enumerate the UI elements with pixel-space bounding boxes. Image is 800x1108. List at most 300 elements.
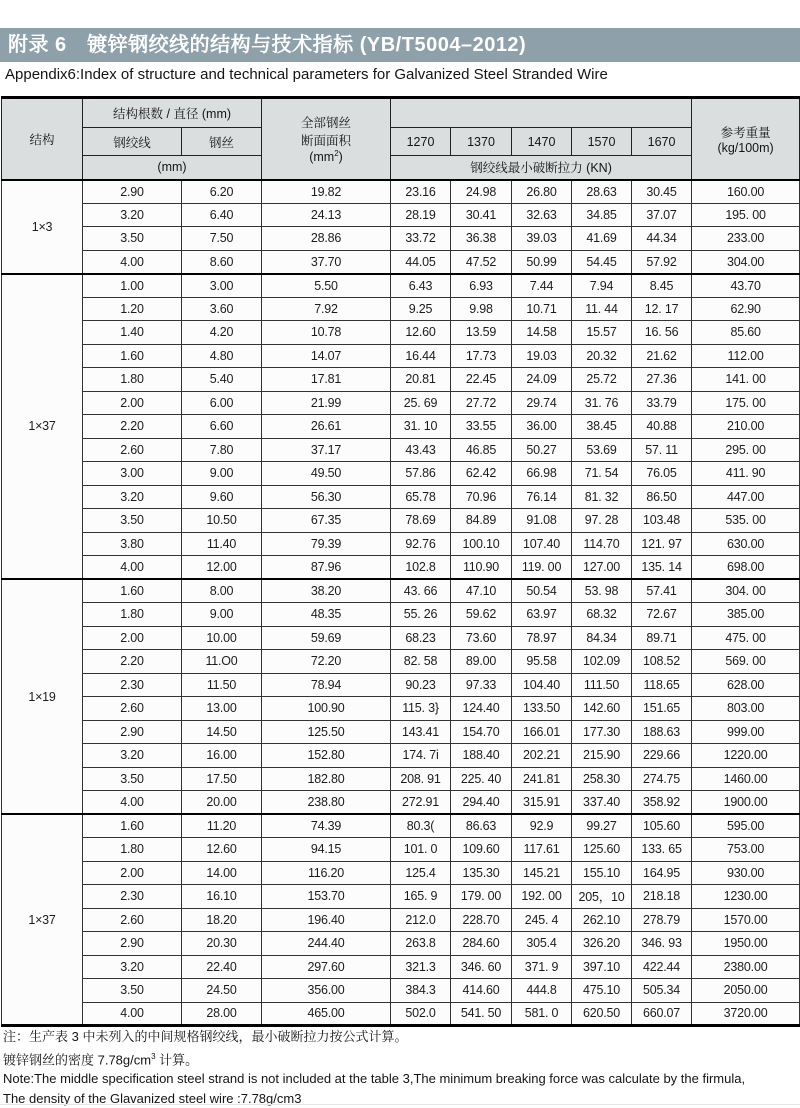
cell: 6.40 <box>182 203 262 227</box>
table-row <box>2 697 800 721</box>
cell: 10.78 <box>262 321 391 345</box>
cell: 82. 58 <box>391 650 451 674</box>
cell: 1.60 <box>83 814 182 838</box>
cell: 5.50 <box>262 274 391 298</box>
cell: 36.38 <box>451 227 512 251</box>
cell: 2.20 <box>83 415 182 439</box>
cell: 3.20 <box>83 955 182 979</box>
cell: 205，10 <box>572 885 632 909</box>
cell: 152.80 <box>262 744 391 768</box>
cell: 315.91 <box>512 791 572 815</box>
cell: 1220.00 <box>692 744 800 768</box>
cell: 2380.00 <box>692 955 800 979</box>
cell: 11.50 <box>182 673 262 697</box>
table-body <box>2 180 800 1026</box>
cell: 1.80 <box>83 603 182 627</box>
cell: 110.90 <box>451 556 512 580</box>
cell: 2.60 <box>83 908 182 932</box>
cell: 53.69 <box>572 438 632 462</box>
cell: 6.93 <box>451 274 512 298</box>
cell: 37.70 <box>262 250 391 274</box>
table-row <box>2 673 800 697</box>
cell: 263.8 <box>391 932 451 956</box>
cell: 371. 9 <box>512 955 572 979</box>
cell: 90.23 <box>391 673 451 697</box>
cell: 48.35 <box>262 603 391 627</box>
cell: 195. 00 <box>692 203 800 227</box>
cell: 65.78 <box>391 485 451 509</box>
bottom-divider <box>0 1104 800 1105</box>
cell: 16. 56 <box>632 321 692 345</box>
table-row <box>2 720 800 744</box>
cell: 141. 00 <box>692 368 800 392</box>
cell: 346. 60 <box>451 955 512 979</box>
table-row <box>2 979 800 1003</box>
cell: 31. 10 <box>391 415 451 439</box>
header-weight-line2: (kg/100m) <box>717 140 774 155</box>
cell: 127.00 <box>572 556 632 580</box>
cell: 179. 00 <box>451 885 512 909</box>
cell: 108.52 <box>632 650 692 674</box>
cell: 37.07 <box>632 203 692 227</box>
cell: 414.60 <box>451 979 512 1003</box>
cell: 21.99 <box>262 391 391 415</box>
cell: 595.00 <box>692 814 800 838</box>
note-cn-1: 注：生产表 3 中未列入的中间规格钢绞线，最小破断拉力按公式计算。 <box>3 1029 408 1044</box>
cell: 6.43 <box>391 274 451 298</box>
cell: 174. 7i <box>391 744 451 768</box>
cell: 85.60 <box>692 321 800 345</box>
cell: 9.25 <box>391 297 451 321</box>
table-row <box>2 603 800 627</box>
cell: 100.10 <box>451 532 512 556</box>
cell: 9.00 <box>182 603 262 627</box>
cell: 262.10 <box>572 908 632 932</box>
cell: 20.81 <box>391 368 451 392</box>
cell: 1.40 <box>83 321 182 345</box>
cell: 535. 00 <box>692 509 800 533</box>
cell: 109.60 <box>451 838 512 862</box>
cell: 304.00 <box>692 250 800 274</box>
cell: 91.08 <box>512 509 572 533</box>
cell: 84.34 <box>572 626 632 650</box>
cell: 16.10 <box>182 885 262 909</box>
cell: 53. 98 <box>572 579 632 603</box>
header-area-line2: 断面面积 <box>301 134 352 149</box>
cell: 3.60 <box>182 297 262 321</box>
cell: 124.40 <box>451 697 512 721</box>
cell: 74.39 <box>262 814 391 838</box>
cell: 304. 00 <box>692 579 800 603</box>
cell: 16.44 <box>391 344 451 368</box>
cell: 39.03 <box>512 227 572 251</box>
table-row <box>2 203 800 227</box>
cell: 95.58 <box>512 650 572 674</box>
cell: 16.00 <box>182 744 262 768</box>
cell: 101. 0 <box>391 838 451 862</box>
cell: 698.00 <box>692 556 800 580</box>
cell: 215.90 <box>572 744 632 768</box>
cell: 118.65 <box>632 673 692 697</box>
cell: 4.00 <box>83 1002 182 1026</box>
cell: 94.15 <box>262 838 391 862</box>
cell: 133.50 <box>512 697 572 721</box>
cell: 1460.00 <box>692 767 800 791</box>
cell: 384.3 <box>391 979 451 1003</box>
cell: 89.71 <box>632 626 692 650</box>
cell: 33.72 <box>391 227 451 251</box>
cell: 238.80 <box>262 791 391 815</box>
cell: 274.75 <box>632 767 692 791</box>
header-breaking-force: 钢绞线最小破断拉力 (KN) <box>391 156 692 180</box>
cell: 89.00 <box>451 650 512 674</box>
cell: 1950.00 <box>692 932 800 956</box>
cell: 229.66 <box>632 744 692 768</box>
cell: 20.30 <box>182 932 262 956</box>
cell: 105.60 <box>632 814 692 838</box>
cell: 160.00 <box>692 180 800 204</box>
cell: 5.40 <box>182 368 262 392</box>
cell: 6.20 <box>182 180 262 204</box>
table-row <box>2 532 800 556</box>
cell: 9.00 <box>182 462 262 486</box>
cell: 3720.00 <box>692 1002 800 1026</box>
cell: 337.40 <box>572 791 632 815</box>
note-cn-2: 镀锌钢丝的密度 $7.78g/cm^3$ 计算。 <box>3 1051 199 1067</box>
cell: 22.40 <box>182 955 262 979</box>
header-weight <box>692 98 800 180</box>
cell: 422.44 <box>632 955 692 979</box>
cell: 321.3 <box>391 955 451 979</box>
cell: 7.50 <box>182 227 262 251</box>
cell: 116.20 <box>262 861 391 885</box>
cell: 9.60 <box>182 485 262 509</box>
cell: 244.40 <box>262 932 391 956</box>
cell: 999.00 <box>692 720 800 744</box>
cell: 102.8 <box>391 556 451 580</box>
cell: 3.00 <box>83 462 182 486</box>
cell: 86.63 <box>451 814 512 838</box>
cell: 10.50 <box>182 509 262 533</box>
cell: 102.09 <box>572 650 632 674</box>
cell: 358.92 <box>632 791 692 815</box>
cell: 1230.00 <box>692 885 800 909</box>
table-row <box>2 885 800 909</box>
cell: 29.74 <box>512 391 572 415</box>
cell: 210.00 <box>692 415 800 439</box>
cell: 1.20 <box>83 297 182 321</box>
cell: 28.63 <box>572 180 632 204</box>
table-row <box>2 509 800 533</box>
note-en-2: The density of the Glavanized steel wire :7.78g/cm3 <box>3 1090 302 1106</box>
cell: 505.34 <box>632 979 692 1003</box>
cell: 41.69 <box>572 227 632 251</box>
cell: 258.30 <box>572 767 632 791</box>
cell: 78.69 <box>391 509 451 533</box>
cell: 475. 00 <box>692 626 800 650</box>
spec-table <box>1 96 800 1027</box>
cell: 50.27 <box>512 438 572 462</box>
cell: 78.94 <box>262 673 391 697</box>
table-header <box>2 98 800 180</box>
cell: 411. 90 <box>692 462 800 486</box>
cell: 28.19 <box>391 203 451 227</box>
cell: 4.00 <box>83 556 182 580</box>
cell: 502.0 <box>391 1002 451 1026</box>
cell: 154.70 <box>451 720 512 744</box>
cell: 112.00 <box>692 344 800 368</box>
header-grade-1570: 1570 <box>572 128 632 156</box>
cell: 188.63 <box>632 720 692 744</box>
cell: 1570.00 <box>692 908 800 932</box>
cell: 1.00 <box>83 274 182 298</box>
cell: 11.20 <box>182 814 262 838</box>
header-mm-unit: (mm) <box>83 156 262 180</box>
header-count-diameter: 结构根数 / 直径 (mm) <box>83 98 262 128</box>
cell: 78.97 <box>512 626 572 650</box>
cell: 3.50 <box>83 509 182 533</box>
header-grade-1670: 1670 <box>632 128 692 156</box>
cell: 62.42 <box>451 462 512 486</box>
cell: 2050.00 <box>692 979 800 1003</box>
cell: 76.14 <box>512 485 572 509</box>
cell: 13.00 <box>182 697 262 721</box>
cell: 11.O0 <box>182 650 262 674</box>
cell: 14.58 <box>512 321 572 345</box>
cell: 76.05 <box>632 462 692 486</box>
cell: 241.81 <box>512 767 572 791</box>
header-row-1 <box>2 98 800 128</box>
cell: 92.9 <box>512 814 572 838</box>
cell: 356.00 <box>262 979 391 1003</box>
cell: 99.27 <box>572 814 632 838</box>
cell: 165. 9 <box>391 885 451 909</box>
cell: 14.00 <box>182 861 262 885</box>
cell: 18.20 <box>182 908 262 932</box>
table-row <box>2 767 800 791</box>
cell: 278.79 <box>632 908 692 932</box>
cell: 12.00 <box>182 556 262 580</box>
cell: 14.50 <box>182 720 262 744</box>
cell: 92.76 <box>391 532 451 556</box>
cell: 6.00 <box>182 391 262 415</box>
cell: 297.60 <box>262 955 391 979</box>
cell: 569. 00 <box>692 650 800 674</box>
table-row <box>2 368 800 392</box>
header-area-line1: 全部钢丝 <box>301 116 352 131</box>
cell: 475.10 <box>572 979 632 1003</box>
cell: 803.00 <box>692 697 800 721</box>
cell: 20.32 <box>572 344 632 368</box>
table-row <box>2 744 800 768</box>
cell: 8.45 <box>632 274 692 298</box>
cell: 166.01 <box>512 720 572 744</box>
cell: 208. 91 <box>391 767 451 791</box>
cell: 47.10 <box>451 579 512 603</box>
cell: 7.92 <box>262 297 391 321</box>
cell: 33.55 <box>451 415 512 439</box>
table-row <box>2 485 800 509</box>
cell: 28.00 <box>182 1002 262 1026</box>
cell: 40.88 <box>632 415 692 439</box>
cell: 107.40 <box>512 532 572 556</box>
cell: 196.40 <box>262 908 391 932</box>
table-row <box>2 579 800 603</box>
table-row <box>2 908 800 932</box>
cell: 930.00 <box>692 861 800 885</box>
cell: 628.00 <box>692 673 800 697</box>
cell: 19.03 <box>512 344 572 368</box>
cell: 10.71 <box>512 297 572 321</box>
cell: 27.36 <box>632 368 692 392</box>
cell: 33.79 <box>632 391 692 415</box>
block-label: 1×37 <box>2 814 83 1026</box>
cell: 20.00 <box>182 791 262 815</box>
notes <box>3 1027 797 1108</box>
cell: 272.91 <box>391 791 451 815</box>
cell: 66.98 <box>512 462 572 486</box>
cell: 4.00 <box>83 250 182 274</box>
cell: 218.18 <box>632 885 692 909</box>
cell: 295. 00 <box>692 438 800 462</box>
cell: 38.20 <box>262 579 391 603</box>
cell: 114.70 <box>572 532 632 556</box>
cell: 7.94 <box>572 274 632 298</box>
cell: 9.98 <box>451 297 512 321</box>
table-row <box>2 791 800 815</box>
cell: 21.62 <box>632 344 692 368</box>
cell: 3.20 <box>83 203 182 227</box>
cell: 151.65 <box>632 697 692 721</box>
cell: 164.95 <box>632 861 692 885</box>
cell: 3.50 <box>83 979 182 1003</box>
cell: 3.50 <box>83 227 182 251</box>
table-row <box>2 838 800 862</box>
header-row-2 <box>2 128 800 156</box>
cell: 3.20 <box>83 744 182 768</box>
cell: 1.80 <box>83 838 182 862</box>
table-row <box>2 180 800 204</box>
cell: 37.17 <box>262 438 391 462</box>
cell: 50.99 <box>512 250 572 274</box>
cell: 3.50 <box>83 767 182 791</box>
block-label: 1×37 <box>2 274 83 580</box>
cell: 13.59 <box>451 321 512 345</box>
cell: 3.80 <box>83 532 182 556</box>
cell: 27.72 <box>451 391 512 415</box>
cell: 67.35 <box>262 509 391 533</box>
cell: 225. 40 <box>451 767 512 791</box>
table-row <box>2 650 800 674</box>
cell: 2.90 <box>83 932 182 956</box>
cell: 125.50 <box>262 720 391 744</box>
cell: 12.60 <box>391 321 451 345</box>
cell: 34.85 <box>572 203 632 227</box>
cell: 465.00 <box>262 1002 391 1026</box>
cell: 660.07 <box>632 1002 692 1026</box>
table-row <box>2 626 800 650</box>
cell: 57. 11 <box>632 438 692 462</box>
table-row <box>2 932 800 956</box>
cell: 228.70 <box>451 908 512 932</box>
cell: 620.50 <box>572 1002 632 1026</box>
table-row <box>2 556 800 580</box>
cell: 444.8 <box>512 979 572 1003</box>
cell: 3.00 <box>182 274 262 298</box>
cell: 103.48 <box>632 509 692 533</box>
cell: 86.50 <box>632 485 692 509</box>
cell: 135.30 <box>451 861 512 885</box>
cell: 87.96 <box>262 556 391 580</box>
cell: 192. 00 <box>512 885 572 909</box>
cell: 24.13 <box>262 203 391 227</box>
cell: 143.41 <box>391 720 451 744</box>
cell: 80.3( <box>391 814 451 838</box>
cell: 12.60 <box>182 838 262 862</box>
cell: 8.00 <box>182 579 262 603</box>
cell: 30.45 <box>632 180 692 204</box>
header-grade-1370: 1370 <box>451 128 512 156</box>
table-row <box>2 415 800 439</box>
cell: 55. 26 <box>391 603 451 627</box>
cell: 47.52 <box>451 250 512 274</box>
cell: 1.60 <box>83 579 182 603</box>
cell: 155.10 <box>572 861 632 885</box>
cell: 15.57 <box>572 321 632 345</box>
cell: 63.97 <box>512 603 572 627</box>
cell: 43.43 <box>391 438 451 462</box>
cell: 28.86 <box>262 227 391 251</box>
cell: 121. 97 <box>632 532 692 556</box>
cell: 581. 0 <box>512 1002 572 1026</box>
cell: 133. 65 <box>632 838 692 862</box>
cell: 44.34 <box>632 227 692 251</box>
block-label: 1×19 <box>2 579 83 814</box>
cell: 12. 17 <box>632 297 692 321</box>
cell: 117.61 <box>512 838 572 862</box>
cell: 153.70 <box>262 885 391 909</box>
cell: 57.86 <box>391 462 451 486</box>
cell: 4.00 <box>83 791 182 815</box>
cell: 111.50 <box>572 673 632 697</box>
cell: 14.07 <box>262 344 391 368</box>
cell: 188.40 <box>451 744 512 768</box>
cell: 70.96 <box>451 485 512 509</box>
cell: 2.60 <box>83 697 182 721</box>
header-grade-spacer <box>391 98 692 128</box>
cell: 26.80 <box>512 180 572 204</box>
cell: 46.85 <box>451 438 512 462</box>
cell: 49.50 <box>262 462 391 486</box>
cell: 10.00 <box>182 626 262 650</box>
cell: 294.40 <box>451 791 512 815</box>
cell: 31. 76 <box>572 391 632 415</box>
cell: 175. 00 <box>692 391 800 415</box>
cell: 753.00 <box>692 838 800 862</box>
cell: 79.39 <box>262 532 391 556</box>
page-title: 附录 6 镀锌钢绞线的结构与技术指标 (YB/T5004–2012) <box>8 34 527 56</box>
cell: 25. 69 <box>391 391 451 415</box>
cell: 2.90 <box>83 720 182 744</box>
table-row <box>2 391 800 415</box>
cell: 30.41 <box>451 203 512 227</box>
cell: 24.98 <box>451 180 512 204</box>
cell: 43. 66 <box>391 579 451 603</box>
cell: 43.70 <box>692 274 800 298</box>
table-row <box>2 861 800 885</box>
cell: 8.60 <box>182 250 262 274</box>
cell: 2.30 <box>83 885 182 909</box>
